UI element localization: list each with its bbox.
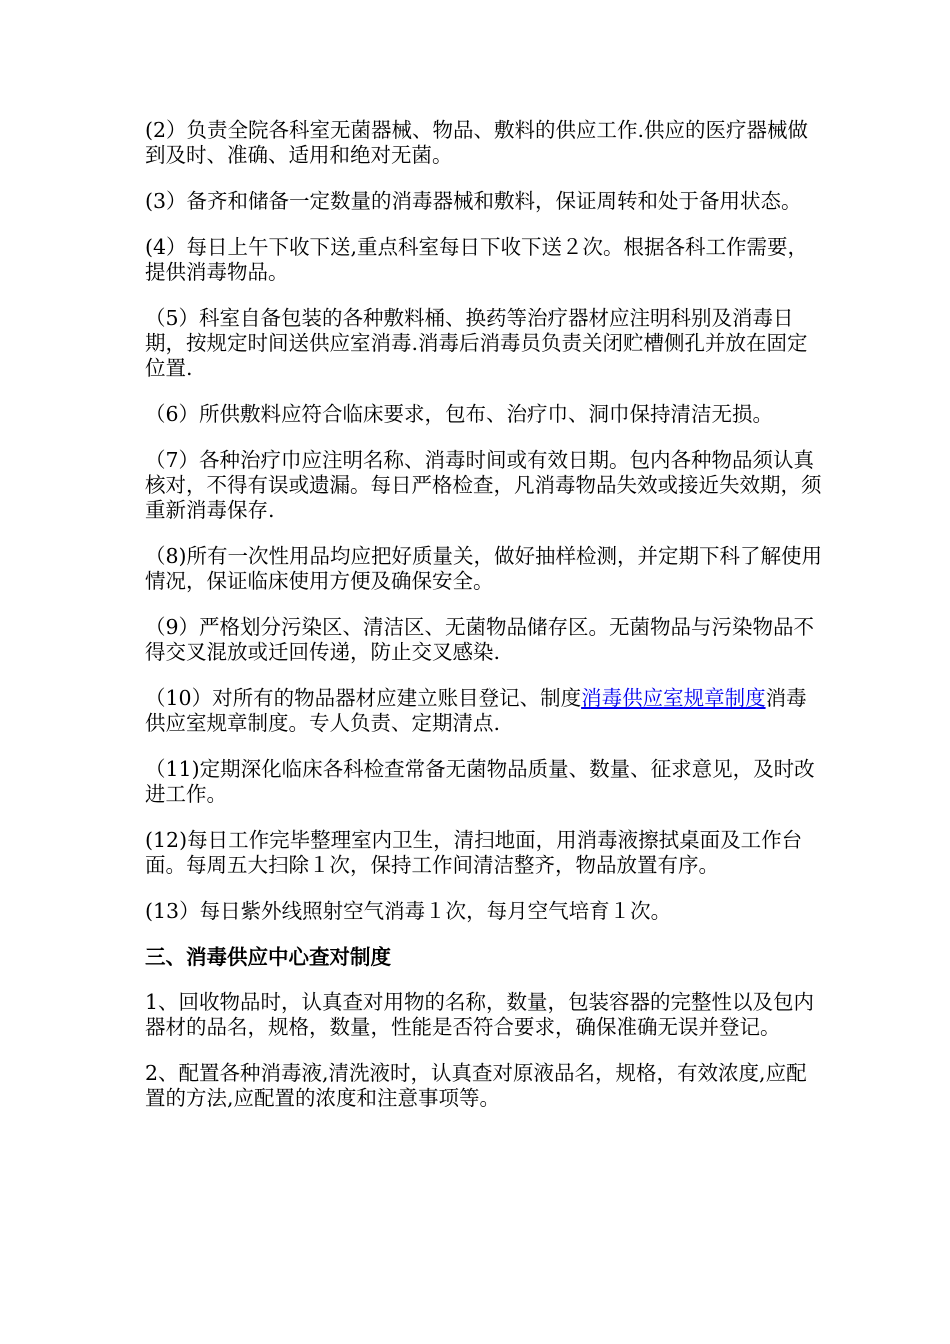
paragraph-10 [145,686,825,736]
paragraph-7: （7）各种治疗巾应注明名称、消毒时间或有效日期。包内各种物品须认真核对，不得有误或遗漏。每日严格检查，凡消毒物品失效或接近失效期，须重新消毒保存. [145,448,822,522]
section-item-2: 2、配置各种消毒液,清洗液时，认真查对原液品名，规格，有效浓度,应配置的方法,应配置的浓度和注意事项等。 [145,1061,807,1110]
paragraph-10-text-after: 消毒供应室规章制度。专人负责、定期清点. [145,686,807,735]
paragraph-4: (4）每日上午下收下送,重点科室每日下收下送２次。根据各科工作需要，提供消毒物品。 [145,235,809,284]
paragraph-3: (3）备齐和储备一定数量的消毒器械和敷料，保证周转和处于备用状态。 [145,189,802,213]
document-page [145,118,825,1132]
paragraph-13: (13）每日紫外线照射空气消毒１次，每月空气培育１次。 [145,899,672,923]
paragraph-2: (2）负责全院各科室无菌器械、物品、敷料的供应工作.供应的医疗器械做到及时、准确、适用和绝对无菌。 [145,118,809,167]
section-item-1: 1、回收物品时，认真查对用物的名称，数量，包装容器的完整性以及包内器材的品名，规格，数量，性能是否符合要求，确保准确无误并登记。 [145,990,815,1039]
paragraph-12: (12)每日工作完毕整理室内卫生，清扫地面，用消毒液擦拭桌面及工作台面。每周五大扫除１次，保持工作间清洁整齐，物品放置有序。 [145,828,803,877]
section-heading: 三、消毒供应中心查对制度 [145,945,391,969]
paragraph-11: （11)定期深化临床各科检查常备无菌物品质量、数量、征求意见，及时改进工作。 [145,757,815,806]
paragraph-9: （9）严格划分污染区、清洁区、无菌物品储存区。无菌物品与污染物品不得交叉混放或迁回传递，防止交叉感染. [145,615,815,664]
paragraph-10-text-before: （10）对所有的物品器材应建立账目登记、制度 [145,686,582,710]
regulations-link[interactable]: 消毒供应室规章制度 [581,686,766,710]
paragraph-5: （5）科室自备包装的各种敷料桶、换药等治疗器材应注明科别及消毒日期，按规定时间送供应室消毒.消毒后消毒员负责关闭贮槽侧孔并放在固定位置. [145,306,808,380]
paragraph-6: （6）所供敷料应符合临床要求，包布、治疗巾、洞巾保持清洁无损。 [145,402,774,426]
paragraph-8: （8)所有一次性用品均应把好质量关，做好抽样检测，并定期下科了解使用情况，保证临床使用方便及确保安全。 [145,544,823,593]
